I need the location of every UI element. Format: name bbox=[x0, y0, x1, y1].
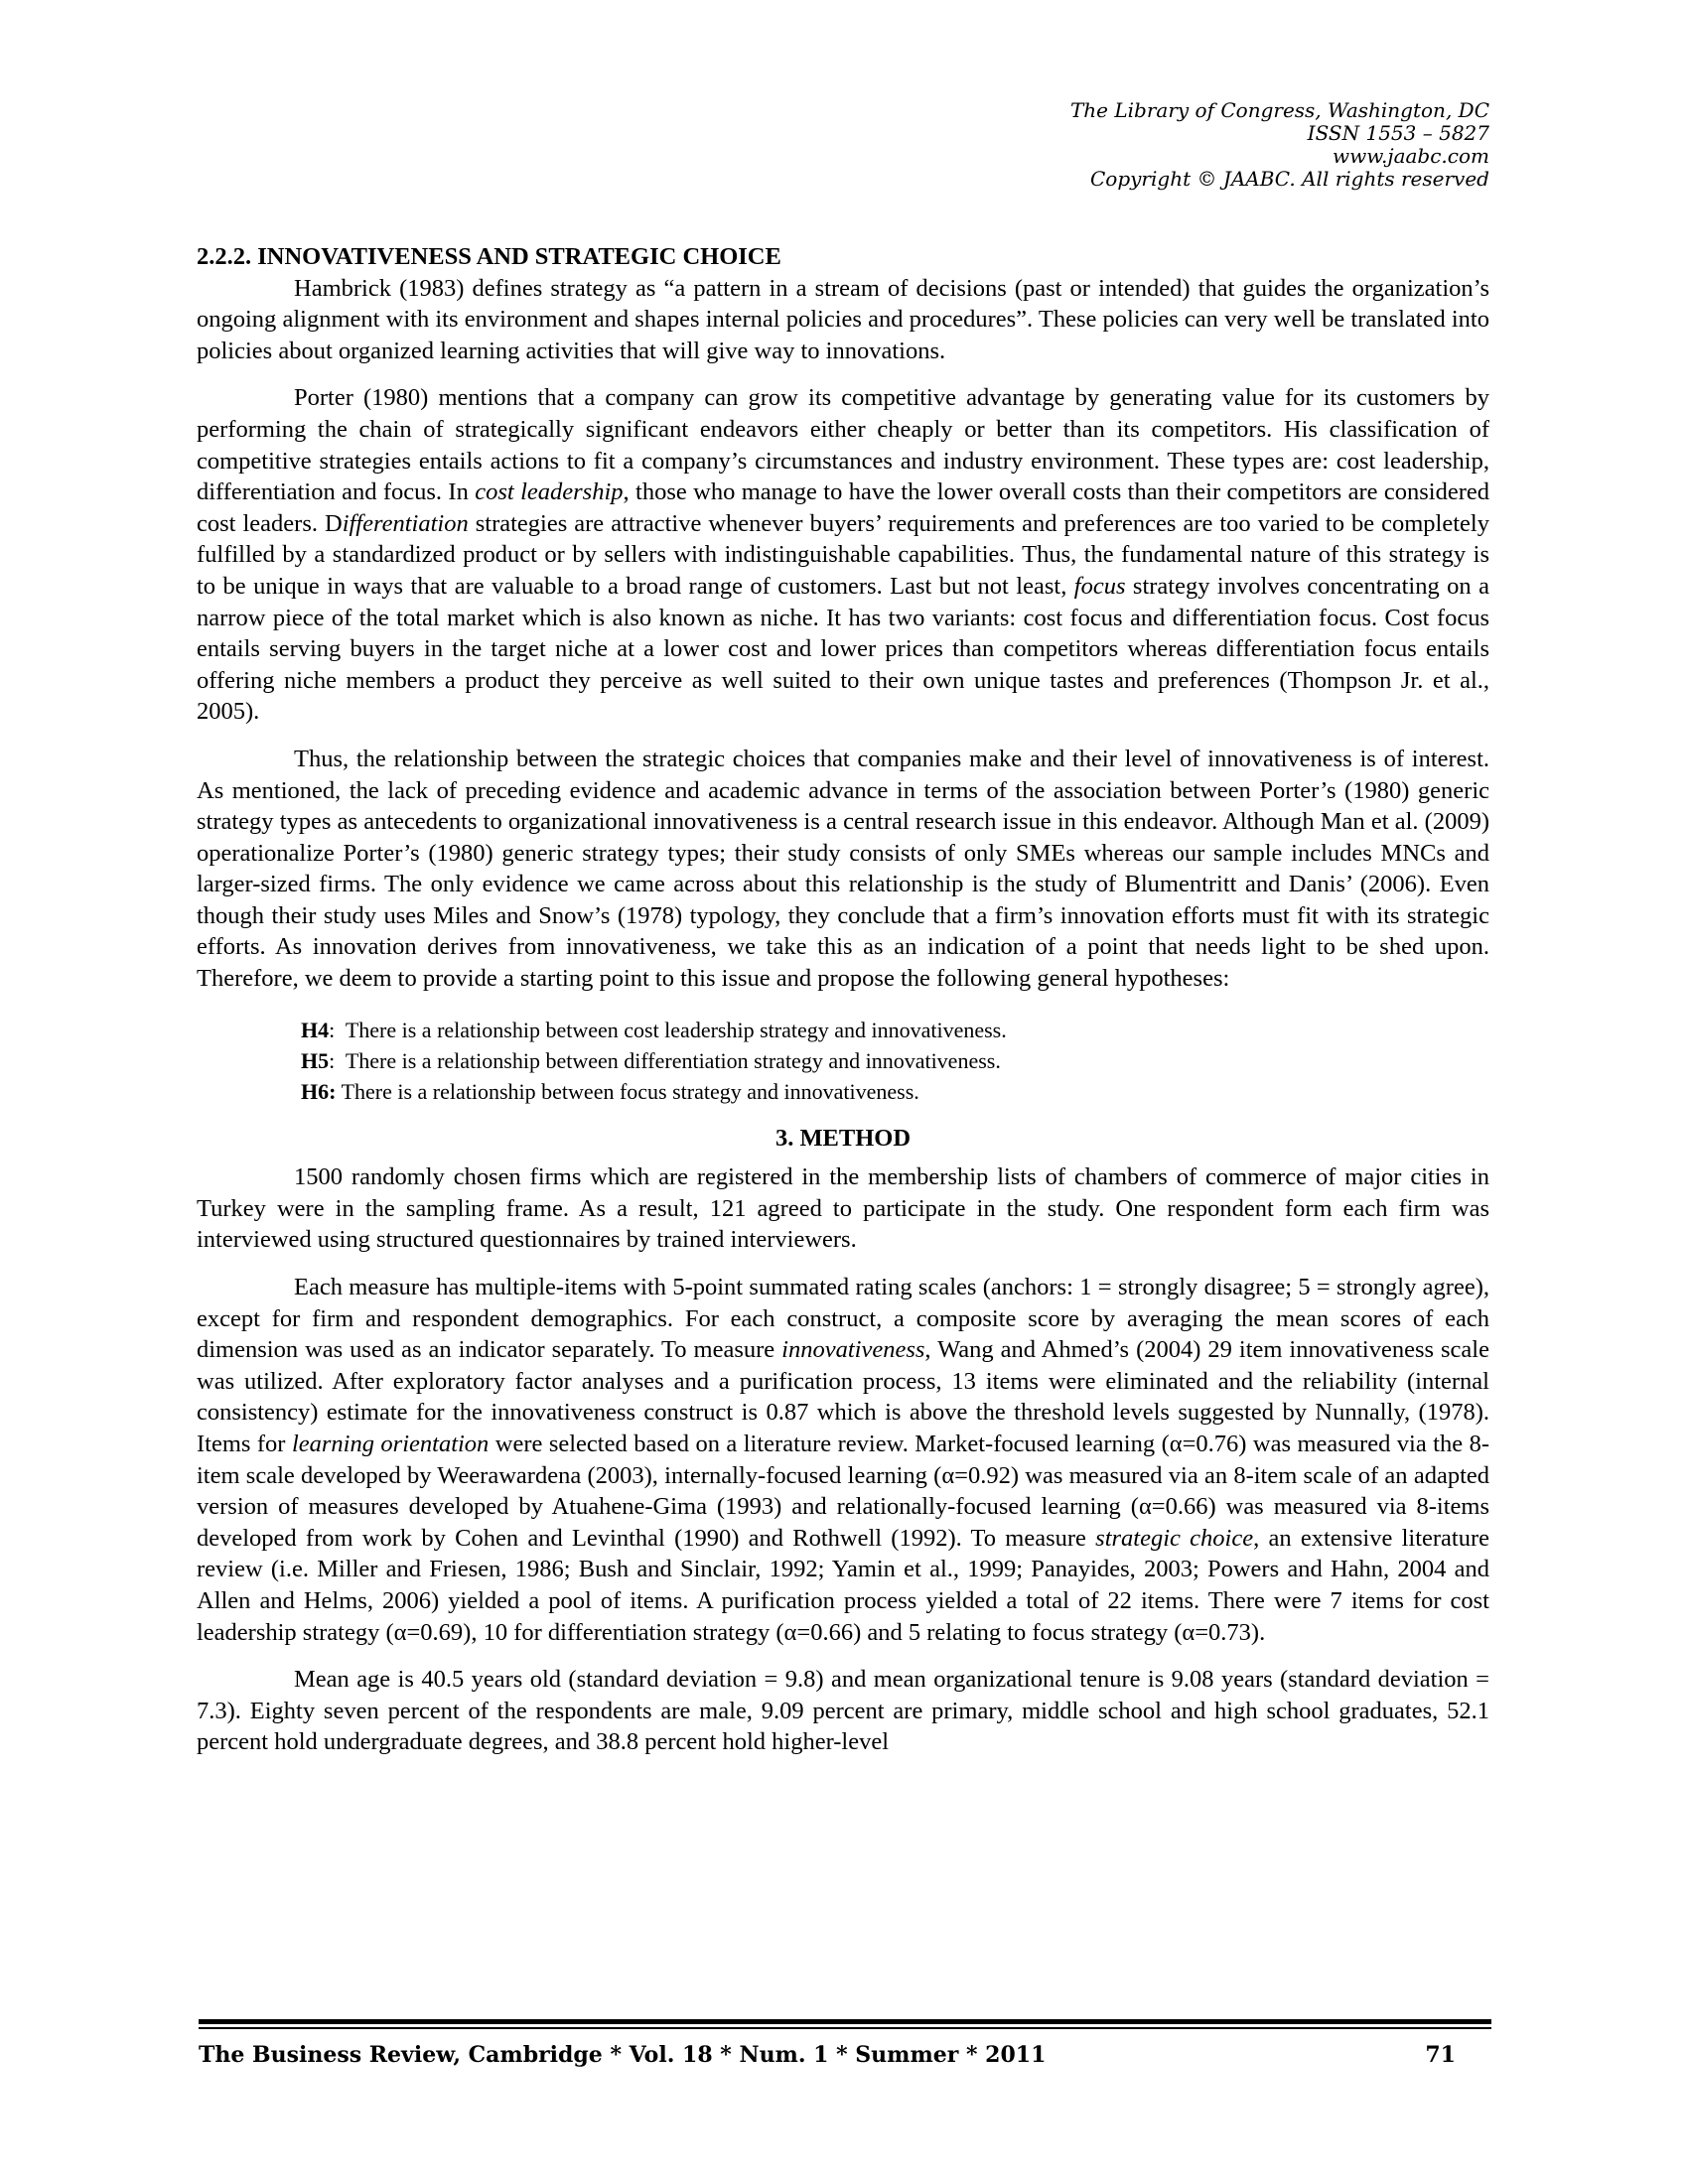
footer-rule bbox=[199, 2019, 1491, 2024]
section-heading: 2.2.2. INNOVATIVENESS AND STRATEGIC CHOICE bbox=[197, 243, 781, 270]
text-run: , Wang and Ahmed’s (2004) 29 item innovativeness scale was utilized. After exploratory factor analyses and a purification process, 13 items were eliminated and the reliability (internal consistency) estimate for the innovativeness construct is 0.87 which is above the threshold levels suggested by Nunnally, (1978). Items for bbox=[197, 1336, 1489, 1457]
page-number: 71 bbox=[1425, 2042, 1456, 2068]
text-run: strategy involves concentrating on a narrow piece of the total market which is also known as niche. It has two variants: cost focus and differentiation focus. Cost focus entails serving buyers in the target niche at a lower cost and lower prices than competitors whereas differentiation focus entails offering niche members a product they perceive as well suited to their own unique tastes and preferences (Thompson Jr. et al., 2005). bbox=[197, 572, 1489, 726]
header-issn-line: ISSN 1553 – 5827 bbox=[1307, 121, 1489, 145]
paragraph-sampling: 1500 randomly chosen firms which are registered in the membership lists of chambers of commerce of major cities in Turkey were in the sampling frame. As a result, 121 agreed to participate in the study. One respondent form each firm was interviewed using structured questionnaires by trained interviewers. bbox=[197, 1163, 1489, 1254]
emphasis-differentiation: ifferentiation bbox=[342, 509, 469, 537]
header-library-line: The Library of Congress, Washington, DC bbox=[1069, 98, 1489, 122]
header-website-line: www.jaabc.com bbox=[1333, 144, 1489, 168]
hypothesis-separator: : bbox=[329, 1017, 346, 1042]
footer-rule bbox=[199, 2027, 1491, 2029]
hypothesis-text: There is a relationship between cost leadership strategy and innovativeness. bbox=[345, 1017, 1007, 1042]
hypothesis-text: There is a relationship between differentiation strategy and innovativeness. bbox=[345, 1047, 1001, 1073]
header-copyright-line: Copyright © JAABC. All rights reserved bbox=[1089, 167, 1489, 191]
hypothesis-h5 bbox=[301, 1045, 1489, 1076]
paragraph-porter-strategies bbox=[197, 382, 1489, 728]
method-heading: 3. METHOD bbox=[774, 1124, 912, 1152]
hypothesis-label: H5 bbox=[301, 1047, 330, 1073]
running-header bbox=[1070, 99, 1489, 191]
hypothesis-label: H6: bbox=[301, 1078, 337, 1104]
text-run: , an extensive literature review (i.e. Miller and Friesen, 1986; Bush and Sinclair, 1992; Yamin et al., 1999; Panayides, 2003; Powers and Hahn, 2004 and Allen and Helms, 2006) yielded a pool of items. A purification process yielded a total of 22 items. There were 7 items for cost leadership strategy (α=0.69), 10 for differentiation strategy (α=0.66) and 5 relating to focus strategy (α=0.73). bbox=[197, 1524, 1490, 1646]
hypothesis-separator: : bbox=[329, 1047, 346, 1073]
hypothesis-h6 bbox=[301, 1076, 1489, 1107]
text-run: Porter (1980) mentions that a company can grow its competitive advantage by generating value for its customers by performing the chain of strategically significant endeavors either cheaply or better than its competitors. His classification of competitive strategies entails actions to fit a company’s circumstances and industry environment. These types are: cost leadership, differentiation and focus. In bbox=[197, 384, 1489, 506]
emphasis-strategic-choice: strategic choice bbox=[1095, 1524, 1254, 1552]
body-text bbox=[197, 241, 1489, 1758]
hypotheses-list bbox=[301, 1015, 1489, 1107]
emphasis-learning-orientation: learning orientation bbox=[291, 1431, 490, 1457]
paragraph-strategy-definition: Hambrick (1983) defines strategy as “a pattern in a stream of decisions (past or intended) that guides the organization’s ongoing alignment with its environment and shapes internal policies and procedures”. These policies can very well be translated into policies about organized learning activities that will give way to innovations. bbox=[197, 274, 1489, 364]
hypothesis-label: H4 bbox=[301, 1017, 330, 1042]
hypothesis-h4 bbox=[301, 1015, 1489, 1045]
emphasis-cost-leadership: cost leadership bbox=[475, 478, 624, 506]
emphasis-focus: focus bbox=[1073, 572, 1126, 600]
paragraph-demographics: Mean age is 40.5 years old (standard deviation = 9.8) and mean organizational tenure is 9.08 years (standard deviation = 7.3). Eighty seven percent of the respondents are male, 9.09 percent are primary, middle school and high school graduates, 52.1 percent hold undergraduate degrees, and 38.8 percent hold higher-level bbox=[197, 1666, 1489, 1756]
text-run: Each measure has multiple-items with 5-point summated rating scales (anchors: 1 = strongly disagree; 5 = strongly agree), except for firm and respondent demographics. For each construct, a composite score by averaging the mean scores of each dimension was used as an indicator separately. To measure bbox=[197, 1274, 1489, 1364]
text-run: , those who manage to have the lower overall costs than their competitors are considered cost leaders. D bbox=[197, 478, 1490, 537]
text-run: strategies are attractive whenever buyers’ requirements and preferences are too varied to be completely fulfilled by a standardized product or by sellers with indistinguishable capabilities. Thus, the fundamental nature of this strategy is to be unique in ways that are valuable to a broad range of customers. Last but not least, bbox=[197, 509, 1489, 600]
hypothesis-text: There is a relationship between focus strategy and innovativeness. bbox=[341, 1078, 919, 1104]
emphasis-innovativeness: innovativeness bbox=[781, 1336, 925, 1364]
footer-journal-title: The Business Review, Cambridge * Vol. 18 * Num. 1 * Summer * 2011 bbox=[199, 2042, 1047, 2068]
paragraph-strategic-choice-relationship: Thus, the relationship between the strategic choices that companies make and their level of innovativeness is of interest. As mentioned, the lack of preceding evidence and academic advance in terms of the association between Porter’s (1980) generic strategy types as antecedents to organizational innovativeness is a central research issue in this endeavor. Although Man et al. (2009) operationalize Porter’s (1980) generic strategy types; their study consists of only SMEs whereas our sample includes MNCs and larger-sized firms. The only evidence we came across about this relationship is the study of Blumentritt and Danis’ (2006). Even though their study uses Miles and Snow’s (1978) typology, they conclude that a firm’s innovation efforts must fit with its strategic efforts. As innovation derives from innovativeness, we take this as an indication of a point that needs light to be shed upon. Therefore, we deem to provide a starting point to this issue and propose the following general hypotheses: bbox=[197, 745, 1489, 993]
text-run: were selected based on a literature review. Market-focused learning (α=0.76) was measured via the 8-item scale developed by Weerawardena (2003), internally-focused learning (α=0.92) was measured via an 8-item scale of an adapted version of measures developed by Atuahene-Gima (1993) and relationally-focused learning (α=0.66) was measured via 8-items developed from work by Cohen and Levinthal (1990) and Rothwell (1992). To measure bbox=[197, 1431, 1489, 1552]
paragraph-measures bbox=[197, 1272, 1489, 1648]
